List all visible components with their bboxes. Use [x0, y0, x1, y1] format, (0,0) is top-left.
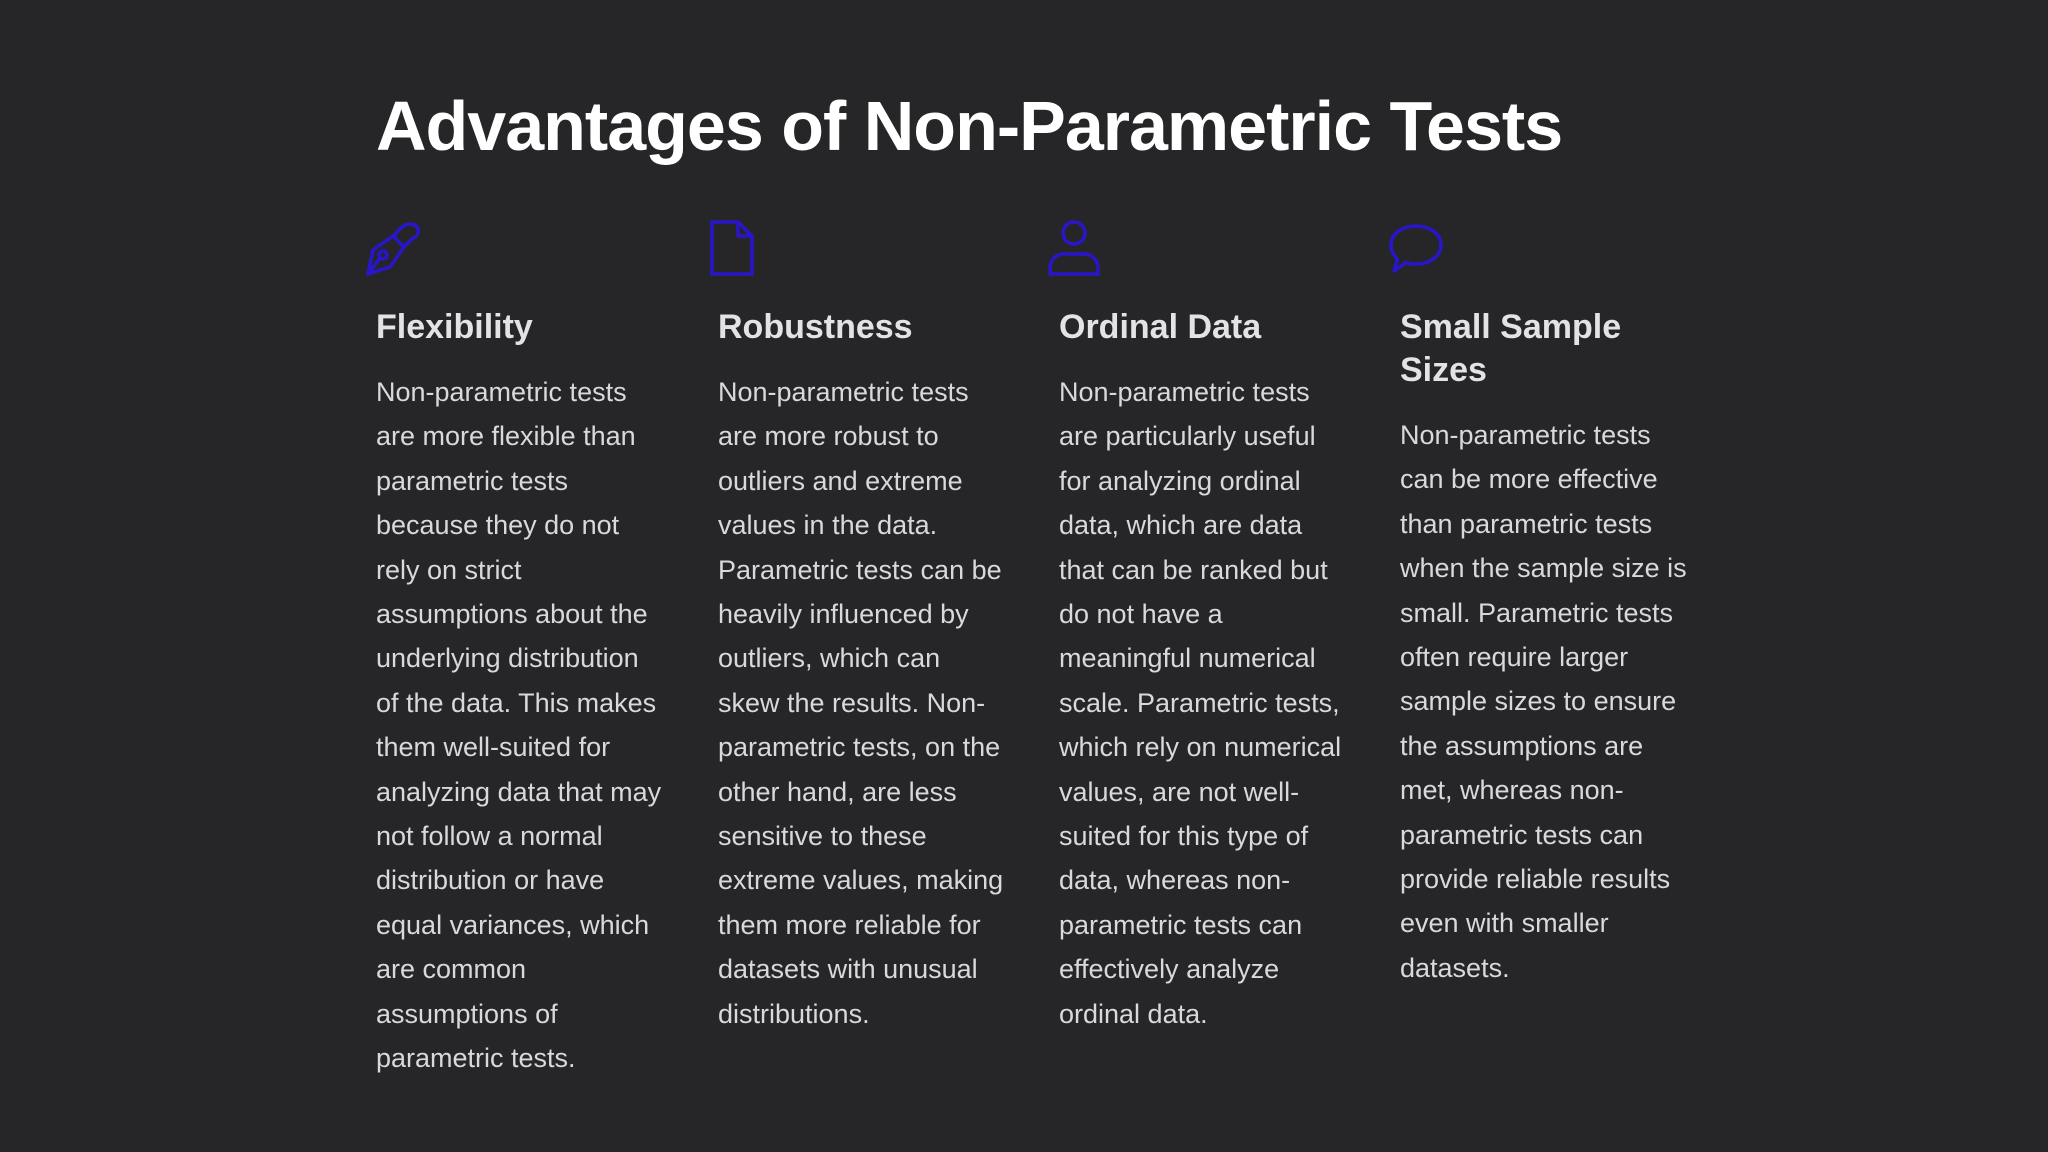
user-icon [1045, 216, 1105, 280]
card-heading: Ordinal Data [1059, 308, 1262, 346]
card-heading: Small Sample Sizes [1400, 308, 1622, 389]
card-ordinal-data [1045, 216, 1345, 1029]
card-body: Non-parametric tests are more robust to outliers and extreme values in the data. Parametric tests can be heavily influenced by outliers, which can skew the results. Non-parametric tests, on the other hand, are less sensitive to these extreme values, making them more reliable for datasets with unusual distributions. [718, 377, 1004, 1029]
card-body: Non-parametric tests can be more effective than parametric tests when the sample size is small. Parametric tests often require larger sample sizes to ensure the assumptions are met, whereas non-parametric tests can provide reliable results even with smaller datasets. [1400, 420, 1687, 983]
document-icon [704, 216, 764, 280]
card-robustness [704, 216, 1004, 1029]
card-body: Non-parametric tests are more flexible than parametric tests because they do not rely on strict assumptions about the underlying distribution of the data. This makes them well-suited for analyzing data that may not follow a normal distribution or have equal variances, which are common assumptions of parametric tests. [376, 377, 662, 1074]
card-body: Non-parametric tests are particularly useful for analyzing ordinal data, which are data that can be ranked but do not have a meaningful numerical scale. Parametric tests, which rely on numerical values, are not well-suited for this type of data, whereas non-parametric tests can effectively analyze ordinal data. [1059, 377, 1342, 1029]
slide-title: Advantages of Non-Parametric Tests [376, 87, 1563, 165]
card-heading: Robustness [718, 308, 913, 346]
card-flexibility [362, 216, 662, 1074]
card-heading: Flexibility [376, 308, 533, 346]
fountain-pen-icon [362, 216, 422, 280]
card-small-sample-sizes [1386, 216, 1687, 983]
speech-bubble-icon [1386, 216, 1446, 280]
